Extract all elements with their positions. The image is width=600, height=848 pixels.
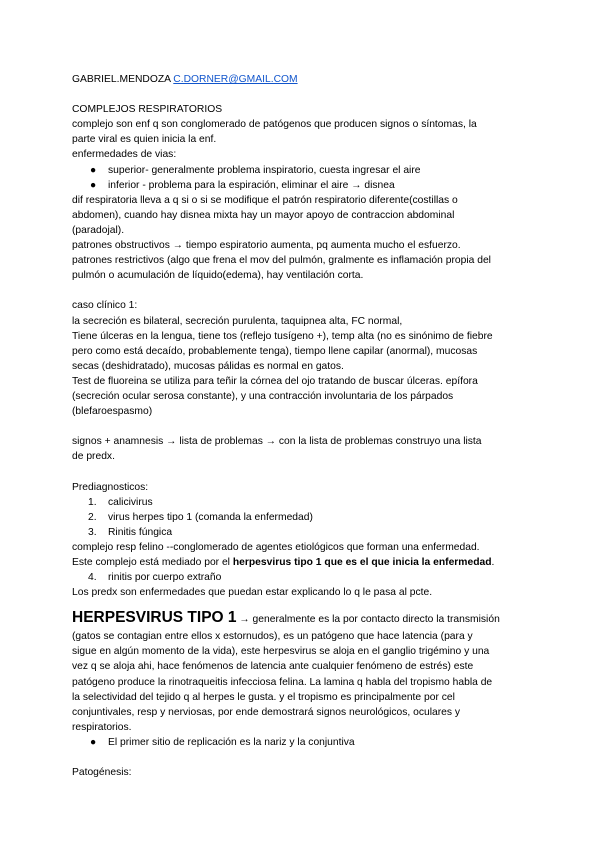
- paragraph-line: complejo son enf q son conglomerado de patógenos que producen signos o síntomas, la: [72, 119, 477, 131]
- paragraph-line: la selectividad del tejido q al herpes le gusta. y el tropismo es principalmente por cel: [72, 691, 455, 703]
- prediagnosticos-title: Prediagnosticos:: [72, 481, 149, 493]
- bullet-icon: ●: [90, 179, 97, 191]
- herpes-title: HERPESVIRUS TIPO 1: [72, 609, 237, 627]
- section-title-complejos: COMPLEJOS RESPIRATORIOS: [72, 104, 223, 116]
- patogenesis-title: Patogénesis:: [72, 767, 132, 779]
- paragraph-line: pulmón o acumulación de líquido(edema), hay ventilación corta.: [72, 270, 364, 282]
- list-item: 1. calicivirus: [88, 496, 153, 508]
- paragraph-line: Test de fluoreina se utiliza para teñir la córnea del ojo tratando de buscar úlceras. epífora: [72, 375, 478, 387]
- paragraph-line: dif respiratoria lleva a q si o si se modifique el patrón respiratorio diferente(costillas o: [72, 194, 458, 206]
- paragraph-line: Los predx son enfermedades que puedan estar explicando lo q le pasa al pcte.: [72, 587, 433, 599]
- paragraph-line: Tiene úlceras en la lengua, tiene tos (reflejo tusígeno +), temp alta (no es sinónimo de fiebre: [72, 330, 493, 342]
- paragraph-line: la secreción es bilateral, secreción purulenta, taquipnea alta, FC normal,: [72, 315, 403, 327]
- paragraph-line: vez q se aloja ahi, hace fenómenos de latencia ante cualquier fenómeno de estrés) este: [72, 661, 474, 673]
- author-name: GABRIEL.MENDOZA: [72, 74, 171, 85]
- paragraph-line: (blefaroespasmo): [72, 406, 153, 418]
- vias-bullet-list: [72, 163, 532, 193]
- paragraph-line: enfermedades de vias:: [72, 149, 177, 161]
- paragraph-line: (paradojal).: [72, 224, 125, 236]
- paragraph-line: Este complejo está mediado por el herpesvirus tipo 1 que es el que inicia la enfermedad.: [72, 557, 495, 568]
- paragraph-line: respiratorios.: [72, 721, 132, 733]
- paragraph-line: sigue en algún momento de la vida), este herpesvirus se aloja en el ganglio trigémino y una: [72, 646, 490, 658]
- list-item: ● El primer sitio de replicación es la nariz y la conjuntiva: [72, 735, 532, 750]
- emphasis-text: herpesvirus tipo 1 que es el que inicia la enfermedad: [232, 557, 492, 568]
- list-item: 2. virus herpes tipo 1 (comanda la enfermedad): [88, 511, 313, 523]
- paragraph-line: (gatos se contagian entre ellos x estornudos), es un patógeno que hace latencia (para y: [72, 631, 473, 643]
- list-item: ● inferior - problema para la espiración, eliminar el aire → disnea: [72, 178, 532, 193]
- paragraph-line: patrones restrictivos (algo que frena el mov del pulmón, gralmente es inflamación propia del: [72, 255, 491, 267]
- bullet-icon: ●: [90, 164, 97, 176]
- email-link[interactable]: C.DORNER@GMAIL.COM: [173, 74, 298, 85]
- list-item: 3. Rinitis fúngica: [88, 526, 173, 538]
- herpes-heading-line: HERPESVIRUS TIPO 1 → generalmente es la por contacto directo la transmisión: [72, 609, 500, 627]
- prediagnosticos-list-cont: [72, 570, 532, 585]
- paragraph-line: conjuntivales, resp y nerviosas, por ende demostrará signos neurológicos, oculares y: [72, 706, 461, 718]
- paragraph-line: secas (deshidratado), mucosas pálidas es normal en gatos.: [72, 360, 344, 372]
- paragraph-line: parte viral es quien inicia la enf.: [72, 134, 217, 146]
- caso-clinico-title: caso clínico 1:: [72, 300, 138, 312]
- bullet-icon: ●: [90, 736, 97, 748]
- paragraph-line: patógeno produce la rinotraqueitis infecciosa felina. La lamina q habla del tropismo habla de: [72, 676, 493, 688]
- header-line: [72, 72, 532, 87]
- paragraph-line: signos + anamnesis → lista de problemas → con la lista de problemas construyo una lista: [72, 436, 482, 448]
- paragraph-line: de predx.: [72, 451, 115, 463]
- paragraph-line: complejo resp felino --conglomerado de agentes etiológicos que forman una enfermedad.: [72, 541, 480, 553]
- paragraph-line: abdomen), cuando hay disnea mixta hay un mayor apoyo de contraccion abdominal: [72, 209, 455, 221]
- paragraph-line: (secreción ocular serosa constante), y una contracción involuntaria de los párpados: [72, 390, 454, 402]
- prediagnosticos-list: [72, 495, 532, 540]
- herpes-bullet-list: [72, 735, 532, 750]
- document-page: [72, 72, 532, 780]
- paragraph-line: pero como está decaído, probablemente tenga), tiempo llene capilar (anormal), mucosas: [72, 345, 478, 357]
- list-item: 4. rinitis por cuerpo extraño: [88, 572, 222, 584]
- list-item: ● superior- generalmente problema inspiratorio, cuesta ingresar el aire: [72, 163, 532, 178]
- paragraph-line: patrones obstructivos → tiempo espiratorio aumenta, pq aumenta mucho el esfuerzo.: [72, 240, 461, 252]
